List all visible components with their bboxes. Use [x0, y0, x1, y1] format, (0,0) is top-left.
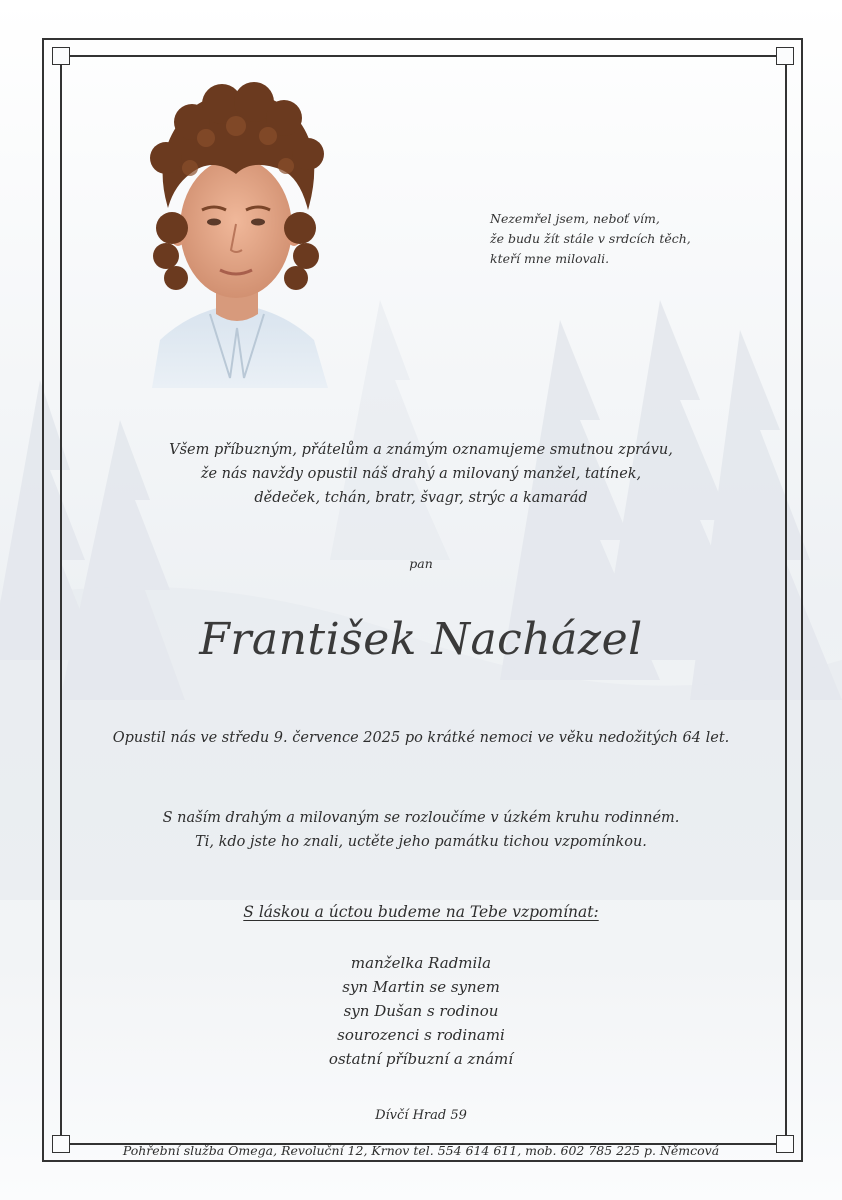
- motto-quote: [490, 209, 750, 269]
- mourners-list: [0, 951, 842, 1071]
- title-prefix: pan: [409, 556, 433, 571]
- mourner-item: syn Martin se synem: [342, 978, 500, 996]
- motto-line: Nezemřel jsem, neboť vím,: [490, 211, 660, 226]
- announcement-line: že nás navždy opustil náš drahý a milovaný manžel, tatínek,: [200, 466, 642, 482]
- farewell-text: [0, 806, 842, 854]
- motto-line: kteří mne milovali.: [490, 251, 610, 266]
- farewell-line: Ti, kdo jste ho znali, uctěte jeho památku tichou vzpomínkou.: [195, 834, 647, 850]
- funeral-service-footer: Pohřební služba Omega, Revoluční 12, Krnov tel. 554 614 611, mob. 602 785 225 p. Němcová: [122, 1143, 720, 1158]
- mourner-item: ostatní příbuzní a známí: [328, 1050, 514, 1068]
- motto-line: že budu žít stále v srdcích těch,: [490, 231, 691, 246]
- portrait-photo: [132, 78, 342, 388]
- farewell-line: S naším drahým a milovaným se rozloučíme v úzkém kruhu rodinném.: [162, 810, 680, 826]
- deceased-name: František Nacházel: [199, 614, 643, 665]
- death-notice: Opustil nás ve středu 9. července 2025 po krátké nemoci ve věku nedožitých 64 let.: [112, 730, 730, 746]
- address: Dívčí Hrad 59: [375, 1108, 467, 1123]
- remembrance-heading: S láskou a úctou budeme na Tebe vzpomínat:: [243, 903, 599, 921]
- mourner-item: sourozenci s rodinami: [337, 1026, 505, 1044]
- announcement-line: Všem příbuzným, přátelům a známým oznamujeme smutnou zprávu,: [169, 442, 673, 458]
- announcement-line: dědeček, tchán, bratr, švagr, strýc a kamarád: [254, 490, 588, 506]
- mourner-item: syn Dušan s rodinou: [343, 1002, 499, 1020]
- announcement-text: [0, 438, 842, 510]
- mourner-item: manželka Radmila: [350, 954, 492, 972]
